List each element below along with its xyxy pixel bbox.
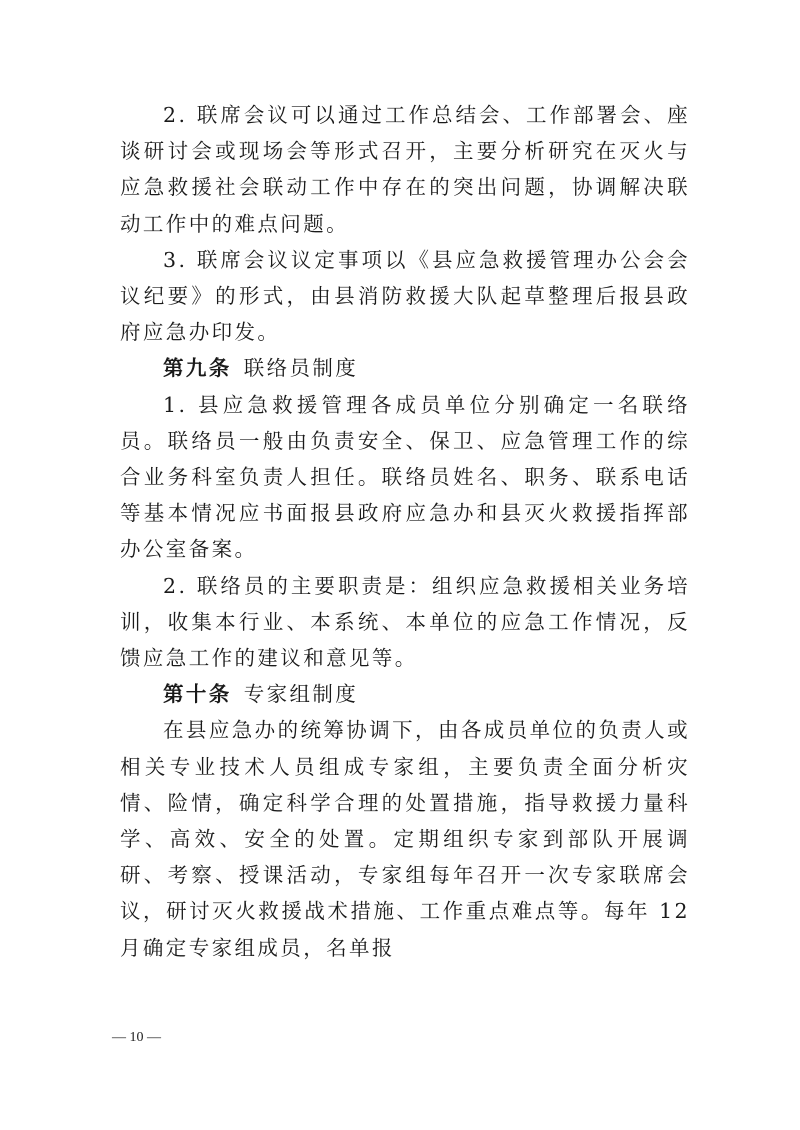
paragraph-liaison-appointment xyxy=(120,387,690,568)
paragraph-text: 2. 联络员的主要职责是：组织应急救援相关业务培训，收集本行业、本系统、本单位的应急工作情况，反馈应急工作的建议和意见等。 xyxy=(120,573,690,671)
document-body xyxy=(120,97,690,966)
paragraph-text: 在县应急办的统筹协调下，由各成员单位的负责人或相关专业技术人员组成专家组，主要负责全面分析灾情、险情，确定科学合理的处置措施，指导救援力量科学、高效、安全的处置。定期组织专家到部队开展调研、考察、授课活动，专家组每年召开一次专家联席会议，研讨灭火救援战术措施、工作重点难点等。每年 12 月确定专家组成员，名单报 xyxy=(120,718,690,960)
article-number: 第十条 xyxy=(163,682,232,707)
article-title: 专家组制度 xyxy=(243,682,359,707)
article-title: 联络员制度 xyxy=(243,356,359,381)
article-nine-heading xyxy=(120,350,690,386)
article-number: 第九条 xyxy=(163,356,232,381)
paragraph-expert-group xyxy=(120,712,690,965)
page-number: — 10 — xyxy=(112,1030,161,1045)
article-ten-heading xyxy=(120,676,690,712)
paragraph-liaison-duties xyxy=(120,568,690,677)
paragraph-meeting-minutes xyxy=(120,242,690,351)
paragraph-text: 1. 县应急救援管理各成员单位分别确定一名联络员。联络员一般由负责安全、保卫、应急管理工作的综合业务科室负责人担任。联络员姓名、职务、联系电话等基本情况应书面报县政府应急办和县灭火救援指挥部办公室备案。 xyxy=(120,392,690,562)
paragraph-meeting-forms xyxy=(120,97,690,242)
paragraph-text: 3. 联席会议议定事项以《县应急救援管理办公会会议纪要》的形式，由县消防救援大队起草整理后报县政府应急办印发。 xyxy=(120,247,690,345)
paragraph-text: 2. 联席会议可以通过工作总结会、工作部署会、座谈研讨会或现场会等形式召开，主要分析研究在灭火与应急救援社会联动工作中存在的突出问题，协调解决联动工作中的难点问题。 xyxy=(120,103,690,236)
